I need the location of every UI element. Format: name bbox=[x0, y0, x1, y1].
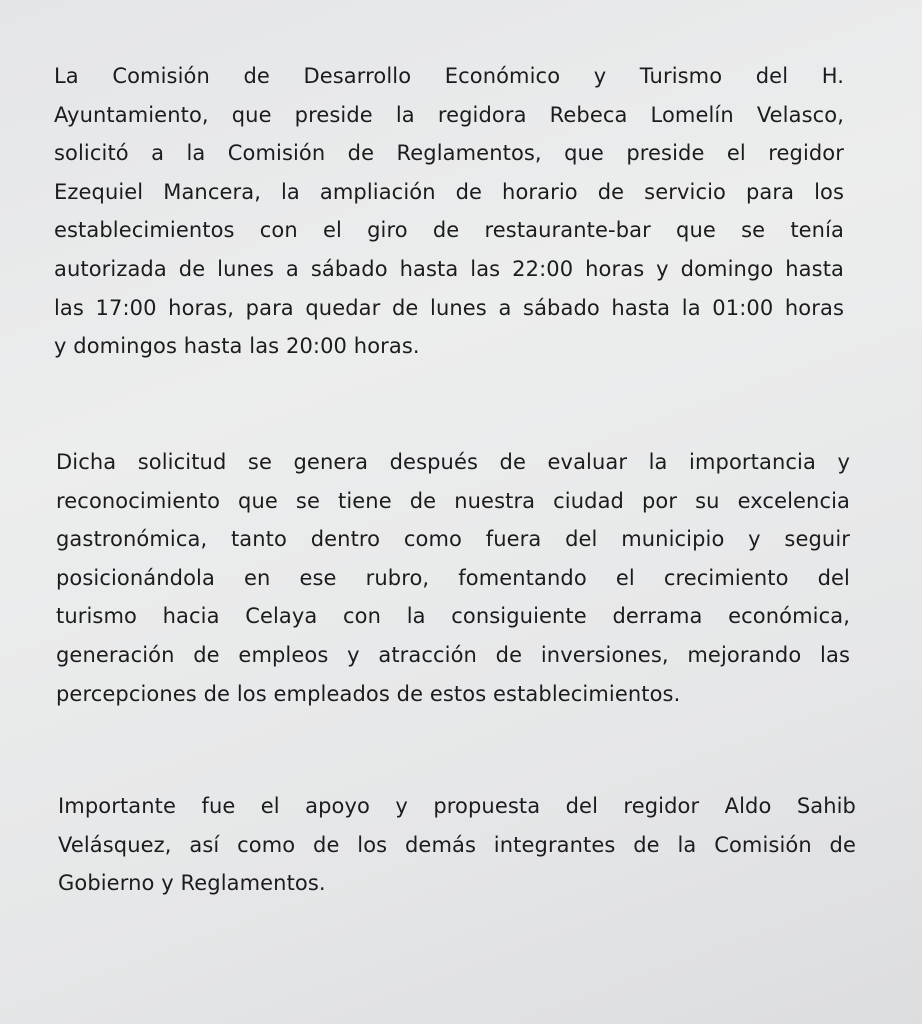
paragraph-3-line-3: Gobierno y Reglamentos. bbox=[58, 871, 326, 896]
paragraph-3-line-1: Importante fue el apoyo y propuesta del regidor Aldo Sahib bbox=[58, 794, 856, 818]
paragraph-2 bbox=[56, 443, 850, 713]
paragraph-1-line-4: Ezequiel Mancera, la ampliación de horario de servicio para los bbox=[54, 179, 844, 204]
paragraph-2-line-4: posicionándola en ese rubro, fomentando el crecimiento del bbox=[56, 565, 850, 590]
paragraph-1-line-3: solicitó a la Comisión de Reglamentos, que preside el regidor bbox=[54, 141, 844, 166]
paragraph-2-line-5: turismo hacia Celaya con la consiguiente derrama económica, bbox=[56, 604, 850, 629]
paragraph-2-line-1: Dicha solicitud se genera después de evaluar la importancia y bbox=[56, 450, 850, 474]
paragraph-2-line-2: reconocimiento que se tiene de nuestra ciudad por su excelencia bbox=[56, 488, 850, 513]
paragraph-1-line-2: Ayuntamiento, que preside la regidora Rebeca Lomelín Velasco, bbox=[54, 102, 844, 127]
paragraph-1-line-1: La Comisión de Desarrollo Económico y Turismo del H. bbox=[54, 64, 844, 88]
paragraph-1-line-6: autorizada de lunes a sábado hasta las 22:00 horas y domingo hasta bbox=[54, 256, 844, 281]
paragraph-1-line-7: las 17:00 horas, para quedar de lunes a sábado hasta la 01:00 horas bbox=[54, 295, 844, 320]
paragraph-2-line-3: gastronómica, tanto dentro como fuera del municipio y seguir bbox=[56, 527, 850, 552]
paragraph-2-line-6: generación de empleos y atracción de inversiones, mejorando las bbox=[56, 642, 850, 667]
paragraph-2-line-7: percepciones de los empleados de estos establecimientos. bbox=[56, 681, 681, 706]
paragraph-1-line-5: establecimientos con el giro de restaurante-bar que se tenía bbox=[54, 218, 844, 243]
paragraph-3-line-2: Velásquez, así como de los demás integrantes de la Comisión de bbox=[58, 832, 856, 857]
paragraph-1 bbox=[54, 57, 844, 366]
paragraph-1-line-8: y domingos hasta las 20:00 horas. bbox=[54, 334, 420, 359]
paragraph-3 bbox=[58, 787, 856, 903]
